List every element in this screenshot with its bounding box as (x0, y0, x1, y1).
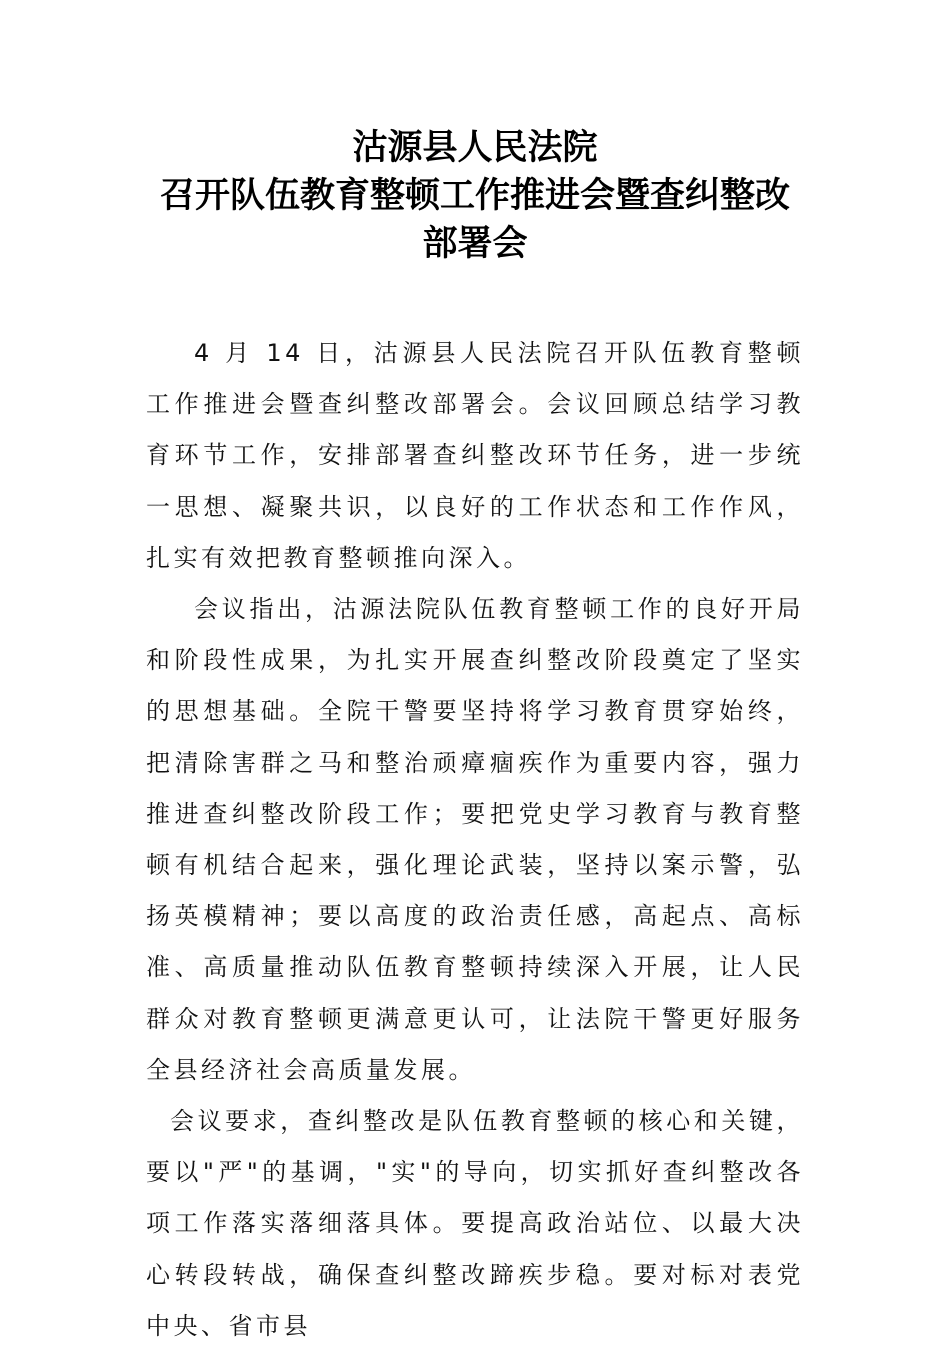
title-line-meeting-name: 召开队伍教育整顿工作推进会暨查纠整改 (159, 175, 790, 216)
title-line-court-name: 沽源县人民法院 (352, 127, 598, 168)
title-line-meeting-suffix: 部署会 (422, 223, 528, 264)
paragraph-meeting-summary: 4 月 14 日，沽源县人民法院召开队伍教育整顿工作推进会暨查纠整改部署会。会议回顾总结学习教育环节工作，安排部署查纠整改环节任务，进一步统一思想、凝聚共识，以良好的工作状态和工作作风，扎实有效把教育整顿推向深入。 (146, 339, 804, 572)
paragraph-meeting-points: 会议指出，沽源法院队伍教育整顿工作的良好开局和阶段性成果，为扎实开展查纠整改阶段奠定了坚实的思想基础。全院干警要坚持将学习教育贯穿始终，把清除害群之马和整治顽瘴痼疾作为重要内容，强力推进查纠整改阶段工作；要把党史学习教育与教育整顿有机结合起来，强化理论武装，坚持以案示警，弘扬英模精神；要以高度的政治责任感，高起点、高标准、高质量推动队伍教育整顿持续深入开展，让人民群众对教育整顿更满意更认可，让法院干警更好服务全县经济社会高质量发展。 (146, 595, 804, 1084)
document-body (146, 328, 804, 1352)
paragraph-meeting-requirements: 会议要求，查纠整改是队伍教育整顿的核心和关键，要以"严"的基调，"实"的导向，切实抓好查纠整改各项工作落实落细落具体。要提高政治站位、以最大决心转段转战，确保查纠整改蹄疾步稳。要对标对表党中央、省市县 (146, 1107, 804, 1340)
document-title (100, 124, 850, 268)
